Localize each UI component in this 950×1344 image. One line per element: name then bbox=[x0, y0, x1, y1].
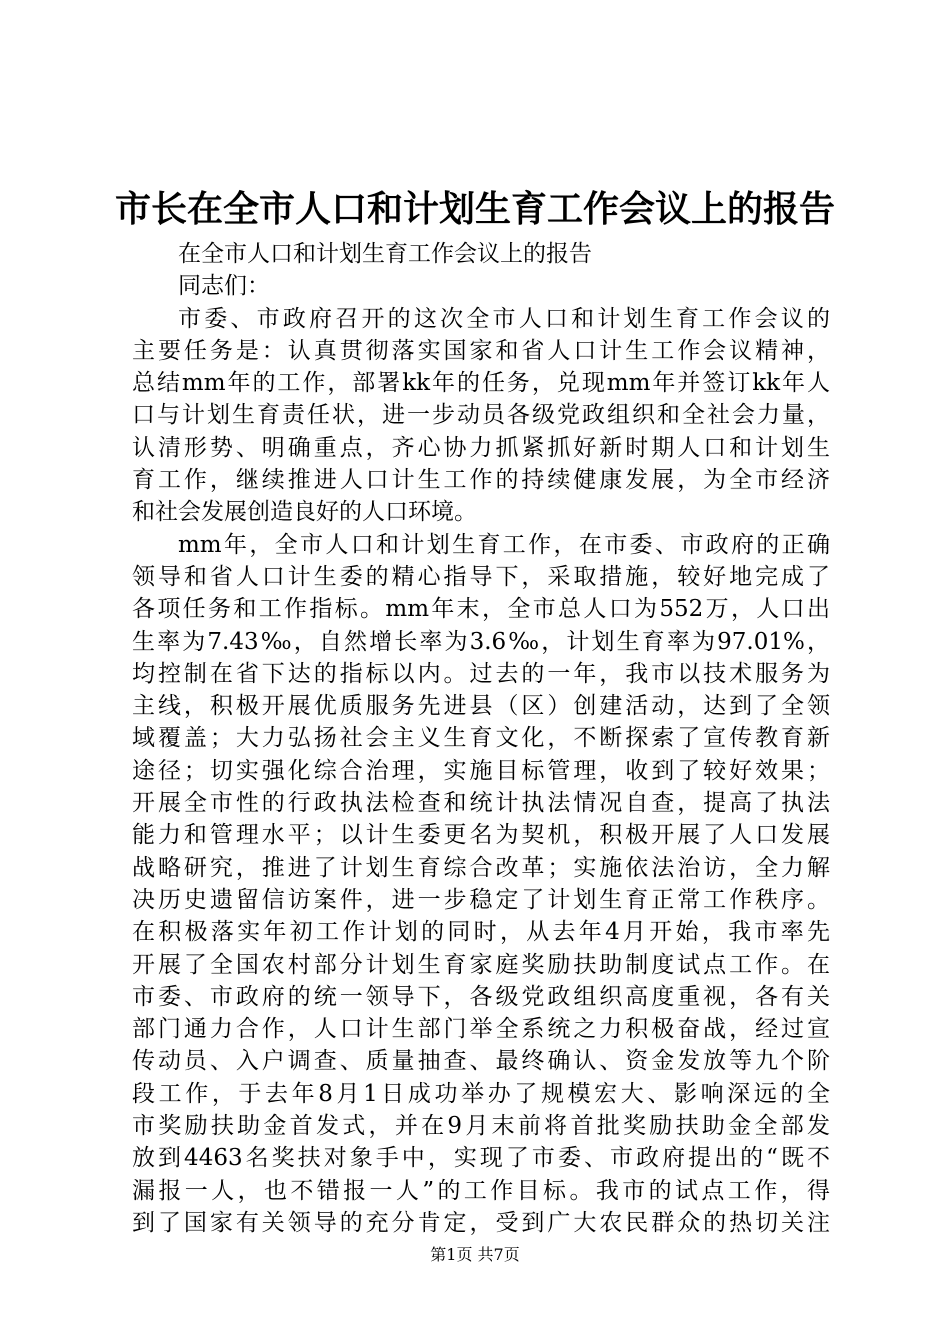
paragraph-line: 开展了全国农村部分计划生育家庭奖励扶助制度试点工作。在 bbox=[132, 951, 830, 978]
paragraph-line: 在积极落实年初工作计划的同时，从去年4月开始，我市率先 bbox=[132, 919, 830, 946]
paragraph-line: 漏报一人，也不错报一人”的工作目标。我市的试点工作，得 bbox=[132, 1177, 830, 1204]
paragraph-line: 能力和管理水平；以计生委更名为契机，积极开展了人口发展 bbox=[132, 822, 830, 849]
paragraph-line: 市委、市政府的统一领导下，各级党政组织高度重视，各有关 bbox=[132, 983, 830, 1010]
paragraph-line: 口与计划生育责任状，进一步动员各级党政组织和全社会力量， bbox=[132, 402, 830, 429]
paragraph-line: 途径；切实强化综合治理，实施目标管理，收到了较好效果； bbox=[132, 757, 830, 784]
paragraph-line: 主要任务是：认真贯彻落实国家和省人口计生工作会议精神， bbox=[132, 337, 830, 364]
paragraph-line: 到了国家有关领导的充分肯定，受到广大农民群众的热切关注 bbox=[132, 1209, 830, 1236]
paragraph-line: 放到4463名奖扶对象手中，实现了市委、市政府提出的“既不 bbox=[132, 1145, 830, 1172]
greeting: 同志们： bbox=[178, 273, 270, 300]
paragraph-line: 领导和省人口计生委的精心指导下，采取措施，较好地完成了 bbox=[132, 563, 830, 590]
paragraph-line: 战略研究，推进了计划生育综合改革；实施依法治访，全力解 bbox=[132, 854, 830, 881]
paragraph-2 bbox=[132, 529, 830, 1240]
paragraph-line: 决历史遗留信访案件，进一步稳定了计划生育正常工作秩序。 bbox=[132, 886, 830, 913]
paragraph-line: 段工作，于去年8月1日成功举办了规模宏大、影响深远的全 bbox=[132, 1080, 830, 1107]
document-subtitle: 在全市人口和计划生育工作会议上的报告 bbox=[178, 241, 592, 267]
paragraph-line: 各项任务和工作指标。mm年末，全市总人口为552万，人口出 bbox=[132, 596, 830, 623]
paragraph-line: 总结mm年的工作，部署kk年的任务，兑现mm年并签订kk年人 bbox=[132, 370, 830, 397]
paragraph-line: mm年，全市人口和计划生育工作，在市委、市政府的正确 bbox=[178, 531, 830, 558]
paragraph-1 bbox=[132, 303, 830, 529]
document-title: 市长在全市人口和计划生育工作会议上的报告 bbox=[114, 188, 835, 230]
paragraph-line: 主线，积极开展优质服务先进县（区）创建活动，达到了全领 bbox=[132, 693, 830, 720]
paragraph-line: 开展全市性的行政执法检查和统计执法情况自查，提高了执法 bbox=[132, 790, 830, 817]
document-body bbox=[132, 238, 830, 1239]
paragraph-line: 认清形势、明确重点，齐心协力抓紧抓好新时期人口和计划生 bbox=[132, 434, 830, 461]
paragraph-line: 传动员、入户调查、质量抽查、最终确认、资金发放等九个阶 bbox=[132, 1048, 830, 1075]
paragraph-line: 育工作，继续推进人口计生工作的持续健康发展，为全市经济 bbox=[132, 467, 830, 494]
paragraph-line: 和社会发展创造良好的人口环境。 bbox=[132, 499, 477, 526]
paragraph-line: 部门通力合作，人口计生部门举全系统之力积极奋战，经过宣 bbox=[132, 1016, 830, 1043]
paragraph-line: 市奖励扶助金首发式，并在9月末前将首批奖励扶助金全部发 bbox=[132, 1113, 830, 1140]
paragraph-line: 均控制在省下达的指标以内。过去的一年，我市以技术服务为 bbox=[132, 660, 830, 687]
paragraph-line: 市委、市政府召开的这次全市人口和计划生育工作会议的 bbox=[178, 305, 830, 332]
paragraph-line: 生率为7.43‰，自然增长率为3.6‰，计划生育率为97.01%， bbox=[132, 628, 830, 655]
page-number-footer: 第1页 共7页 bbox=[430, 1245, 520, 1264]
paragraph-line: 域覆盖；大力弘扬社会主义生育文化，不断探索了宣传教育新 bbox=[132, 725, 830, 752]
